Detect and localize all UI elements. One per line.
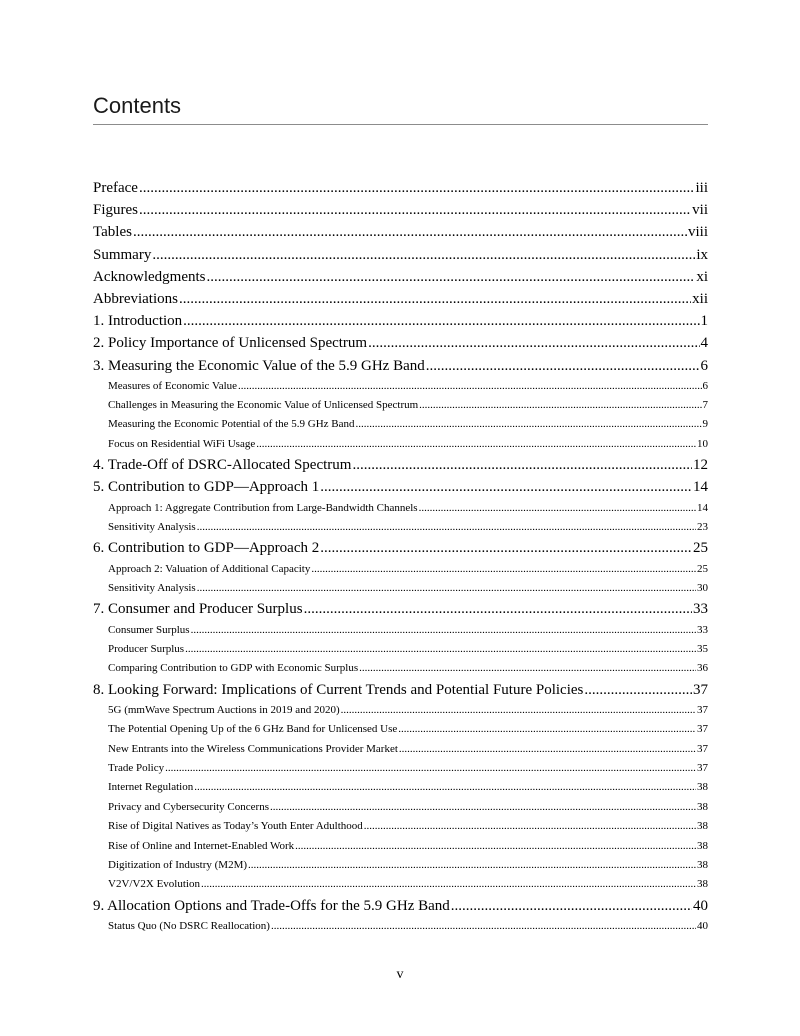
toc-entry-title: Producer Surplus [108,642,185,655]
toc-dot-leader [133,221,687,243]
toc-entry-page: 35 [697,642,708,655]
toc-section-entry[interactable] [93,621,708,640]
toc-entry-page: 40 [693,897,708,914]
toc-entry-title: Preface [93,180,138,196]
toc-entry-page: 37 [697,703,708,716]
toc-dot-leader [304,598,692,620]
toc-entry-page: 33 [693,601,708,618]
toc-section-entry[interactable] [93,817,708,836]
toc-entry-page: 14 [693,479,708,496]
toc-entry-page: 38 [697,820,708,833]
toc-entry-page: 36 [697,662,708,675]
toc-entry-title: Figures [93,202,138,219]
toc-dot-leader [238,377,701,396]
toc-entry-title: The Potential Opening Up of the 6 GHz Band for Unlicensed Use [108,723,398,736]
toc-entry-page: 23 [697,521,708,534]
toc-section-entry[interactable] [93,856,708,875]
toc-section-entry[interactable] [93,560,708,579]
toc-entry-page: 38 [697,859,708,872]
toc-entry-page: 1 [700,313,708,330]
toc-entry-page: ix [696,246,708,263]
toc-entry-title: 3. Measuring the Economic Value of the 5.9 GHz Band [93,357,425,374]
table-of-contents [93,177,708,936]
toc-dot-leader [320,537,692,559]
toc-dot-leader [359,659,696,678]
toc-entry-page: 25 [697,562,708,575]
toc-entry-title: Measuring the Economic Potential of the 5.9 GHz Band [108,418,355,431]
toc-chapter-entry[interactable] [93,288,708,310]
toc-dot-leader [139,177,695,199]
toc-chapter-entry[interactable] [93,266,708,288]
toc-entry-title: Abbreviations [93,290,178,307]
toc-dot-leader [183,310,699,332]
toc-dot-leader [179,288,691,310]
toc-entry-page: 37 [693,681,708,698]
toc-entry-title: Sensitivity Analysis [108,521,196,534]
toc-chapter-entry[interactable] [93,199,708,221]
toc-dot-leader [584,679,692,701]
toc-entry-title: Trade Policy [108,762,165,775]
toc-chapter-entry[interactable] [93,454,708,476]
toc-chapter-entry[interactable] [93,537,708,559]
toc-entry-page: 6 [700,357,708,374]
toc-entry-title: 5G (mmWave Spectrum Auctions in 2019 and 2020) [108,703,340,716]
toc-section-entry[interactable] [93,875,708,894]
toc-entry-title: Tables [93,224,132,241]
toc-section-entry[interactable] [93,798,708,817]
toc-section-entry[interactable] [93,435,708,454]
toc-dot-leader [311,560,696,579]
toc-entry-title: Rise of Digital Natives as Today’s Youth Enter Adulthood [108,820,363,833]
toc-entry-title: Challenges in Measuring the Economic Value of Unlicensed Spectrum [108,399,419,412]
toc-entry-title: 1. Introduction [93,313,183,330]
toc-entry-page: 9 [702,418,708,431]
toc-dot-leader [368,332,699,354]
toc-entry-page: vii [692,202,708,219]
toc-entry-page: 38 [697,800,708,813]
toc-section-entry[interactable] [93,396,708,415]
toc-entry-page: viii [687,224,708,241]
toc-chapter-entry[interactable] [93,895,708,917]
toc-entry-title: Internet Regulation [108,781,194,794]
toc-entry-page: 30 [697,581,708,594]
toc-entry-page: 38 [697,781,708,794]
toc-dot-leader [152,244,695,266]
toc-entry-page: iii [695,180,708,196]
toc-chapter-entry[interactable] [93,355,708,377]
toc-section-entry[interactable] [93,778,708,797]
toc-entry-title: V2V/V2X Evolution [108,878,200,891]
toc-chapter-entry[interactable] [93,679,708,701]
toc-dot-leader [256,435,696,454]
toc-entry-page: 38 [697,839,708,852]
toc-section-entry[interactable] [93,518,708,537]
toc-entry-title: Comparing Contribution to GDP with Economic Surplus [108,662,359,675]
toc-section-entry[interactable] [93,701,708,720]
toc-entry-title: Digitization of Industry (M2M) [108,859,248,872]
toc-entry-title: Sensitivity Analysis [108,581,196,594]
toc-entry-title: 8. Looking Forward: Implications of Current Trends and Potential Future Policies [93,681,584,698]
toc-entry-title: Focus on Residential WiFi Usage [108,437,256,450]
toc-entry-title: Acknowledgments [93,268,206,285]
toc-dot-leader [185,640,696,659]
toc-dot-leader [364,817,696,836]
toc-dot-leader [399,740,696,759]
toc-dot-leader [248,856,696,875]
toc-dot-leader [194,778,696,797]
toc-section-entry[interactable] [93,740,708,759]
toc-dot-leader [270,798,696,817]
toc-dot-leader [165,759,696,778]
toc-dot-leader [341,701,696,720]
toc-entry-title: Rise of Online and Internet-Enabled Work [108,839,295,852]
toc-dot-leader [295,837,696,856]
toc-chapter-entry[interactable] [93,332,708,354]
toc-entry-title: Approach 2: Valuation of Additional Capacity [108,562,311,575]
toc-entry-title: 9. Allocation Options and Trade-Offs for the 5.9 GHz Band [93,897,450,914]
toc-entry-title: Consumer Surplus [108,623,190,636]
toc-dot-leader [271,917,696,936]
toc-entry-page: 37 [697,762,708,775]
toc-entry-title: 4. Trade-Off of DSRC-Allocated Spectrum [93,457,352,474]
toc-entry-page: 33 [697,623,708,636]
toc-section-entry[interactable] [93,640,708,659]
heading-rule [93,124,708,125]
toc-entry-page: 4 [700,335,708,352]
toc-section-entry[interactable] [93,579,708,598]
toc-section-entry[interactable] [93,759,708,778]
toc-dot-leader [320,476,692,498]
page-heading: Contents [93,93,182,118]
toc-section-entry[interactable] [93,415,708,434]
toc-section-entry[interactable] [93,659,708,678]
toc-entry-title: 6. Contribution to GDP—Approach 2 [93,540,320,557]
toc-entry-page: 12 [693,457,708,474]
toc-dot-leader [197,518,696,537]
toc-entry-title: Approach 1: Aggregate Contribution from Large-Bandwidth Channels [108,501,418,514]
toc-entry-title: Privacy and Cybersecurity Concerns [108,800,269,813]
toc-section-entry[interactable] [93,837,708,856]
toc-dot-leader [356,415,702,434]
toc-dot-leader [191,621,696,640]
toc-dot-leader [426,355,700,377]
toc-entry-page: 10 [697,437,708,450]
toc-dot-leader [451,895,692,917]
toc-entry-page: 25 [693,540,708,557]
toc-chapter-entry[interactable] [93,310,708,332]
toc-dot-leader [398,720,696,739]
toc-dot-leader [139,199,691,221]
toc-entry-page: 6 [702,379,708,392]
toc-section-entry[interactable] [93,917,708,936]
toc-chapter-entry[interactable] [93,476,708,498]
toc-entry-page: 37 [697,723,708,736]
toc-entry-page: 37 [697,742,708,755]
toc-entry-title: Summary [93,246,152,263]
toc-entry-page: 38 [697,878,708,891]
toc-chapter-entry[interactable] [93,221,708,243]
toc-section-entry[interactable] [93,720,708,739]
toc-dot-leader [419,499,696,518]
toc-entry-title: 2. Policy Importance of Unlicensed Spectrum [93,335,368,352]
toc-entry-title: 5. Contribution to GDP—Approach 1 [93,479,320,496]
toc-entry-page: 14 [697,501,708,514]
toc-entry-title: 7. Consumer and Producer Surplus [93,601,303,618]
toc-dot-leader [206,266,695,288]
toc-dot-leader [419,396,701,415]
toc-chapter-entry[interactable] [93,598,708,620]
toc-section-entry[interactable] [93,499,708,518]
toc-entry-title: New Entrants into the Wireless Communications Provider Market [108,742,398,755]
toc-dot-leader [197,579,696,598]
toc-chapter-entry[interactable] [93,177,708,199]
page-number: v [396,967,404,982]
toc-dot-leader [352,454,692,476]
toc-dot-leader [201,875,696,894]
toc-entry-page: 7 [702,399,708,412]
toc-entry-page: 40 [697,920,708,933]
toc-entry-page: xi [696,268,708,285]
toc-chapter-entry[interactable] [93,244,708,266]
toc-entry-page: xii [692,290,708,307]
toc-entry-title: Status Quo (No DSRC Reallocation) [108,920,270,933]
toc-entry-title: Measures of Economic Value [108,379,238,392]
toc-section-entry[interactable] [93,377,708,396]
